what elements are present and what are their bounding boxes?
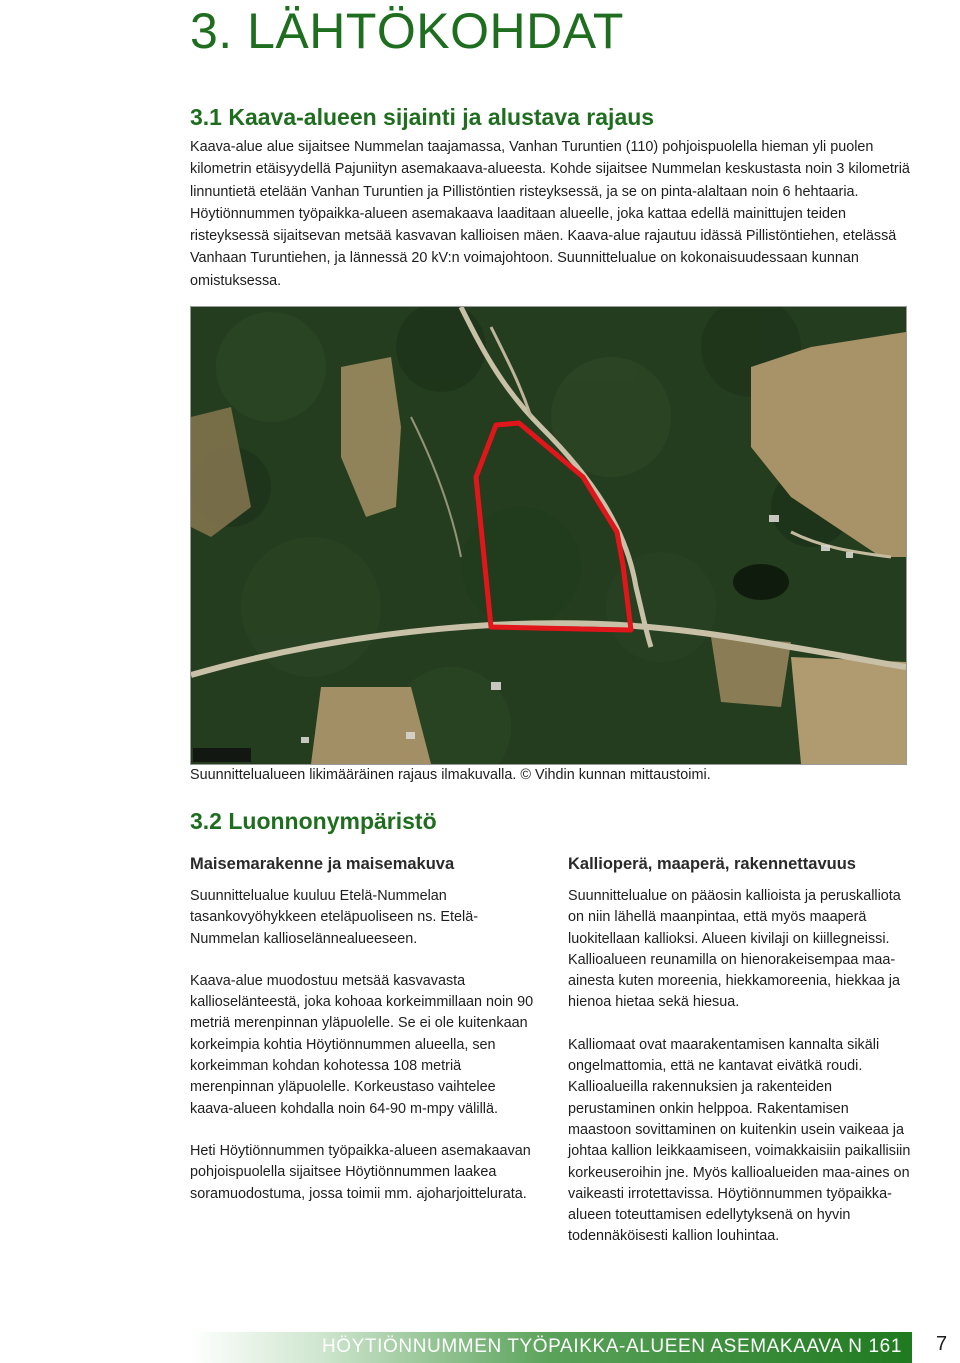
page-number: 7 <box>936 1333 948 1355</box>
aerial-photo <box>190 306 907 765</box>
chapter-title: 3. LÄHTÖKOHDAT <box>190 3 624 59</box>
left-paragraph-1: Suunnittelualue kuuluu Etelä-Nummelan tasankovyöhykkeen eteläpuoliseen ns. Etelä-Nummelan kallioselännealueeseen. <box>190 888 478 947</box>
intro-paragraph: Kaava-alue alue sijaitsee Nummelan taajamassa, Vanhan Turuntien (110) pohjoispuolella hieman yli puolen kilometrin etäisyydellä Pajuniityn asemakaava-alueesta. Kohde sijaitsee Nummelan keskustasta noin 3 kilometriä linnuntietä etelään Vanhan Turuntien ja Pillistöntien risteyksessä, ja se on pinta-alaltaan noin 6 hehtaaria. Höytiönnummen työpaikka-alueen asemakaava laaditaan alueelle, joka kattaa edellä mainittujen teiden risteyksessä sijaitsevan metsää kasvavan kallioisen mäen. Kaava-alue rajautuu idässä Pillistöntiehen, etelässä Vanhaan Turuntiehen, ja lännessä 20 kV:n voimajohtoon. Suunnittelualue on kokonaisuudessaan kunnan omistuksessa. <box>190 139 910 289</box>
left-paragraph-3: Heti Höytiönnummen työpaikka-alueen asemakaavan pohjoispuolella sijaitsee Höytiönnummen laakea soramuodostuma, jossa toimii mm. ajoharjoittelurata. <box>190 1142 531 1202</box>
right-column <box>568 855 913 1269</box>
section-title-location: 3.1 Kaava-alueen sijainti ja alustava rajaus <box>190 104 655 130</box>
left-column <box>190 855 535 1226</box>
right-column-heading: Kallioperä, maaperä, rakennettavuus <box>568 855 856 873</box>
left-paragraph-2: Kaava-alue muodostuu metsää kasvavasta kallioselänteestä, joka kohoaa korkeimmillaan noin 90 metriä merenpinnan yläpuolelle. Se ei ole kuitenkaan korkeimpia kohtia Höytiönnummen alueella, sen korkeimman kohdan kohotessa 108 metriä merenpinnan yläpuolelle. Korkeustaso vaihtelee kaava-alueen kohdalla noin 64-90 m-mpy välillä. <box>190 972 534 1117</box>
photo-caption: Suunnittelualueen likimääräinen rajaus ilmakuvalla. © Vihdin kunnan mittaustoimi. <box>190 767 711 783</box>
right-paragraph-1: Suunnittelualue on pääosin kallioista ja peruskalliota on niin lähellä maanpintaa, että myös maaperä luokitellaan kallioksi. Alueen kivilaji on kiillegneissi. Kallioalueen reunamilla on hienorakeisempaa maa-ainesta kuten moreenia, hiekkamoreenia, hiekkaa ja hienoa hietaa sekä hiesua. <box>568 888 901 1011</box>
footer-title: HÖYTIÖNNUMMEN TYÖPAIKKA-ALUEEN ASEMAKAAVA N 161 <box>321 1336 902 1357</box>
photo-credit-mark <box>193 748 251 762</box>
right-paragraph-2: Kalliomaat ovat maarakentamisen kannalta sikäli ongelmattomia, että ne kantavat eivätkä roudi. Kallioalueilla rakennuksien ja rakenteiden perustaminen onkin helppoa. Rakentamisen maastoon sovittaminen on kuitenkin usein vaikeaa ja johtaa kallion leikkaamiseen, voimakkaisiin paikallisiin korkeuseroihin jne. Myös kallioalueiden maa-aines on vaikeasti irrotettavissa. Höytiönnummen työpaikka-alueen toteuttamisen edellytyksenä on hyvin todennäköisesti kallion louhintaa. <box>568 1036 911 1245</box>
left-column-heading: Maisemarakenne ja maisemakuva <box>190 855 455 873</box>
section-title-nature: 3.2 Luonnonympäristö <box>190 808 437 834</box>
